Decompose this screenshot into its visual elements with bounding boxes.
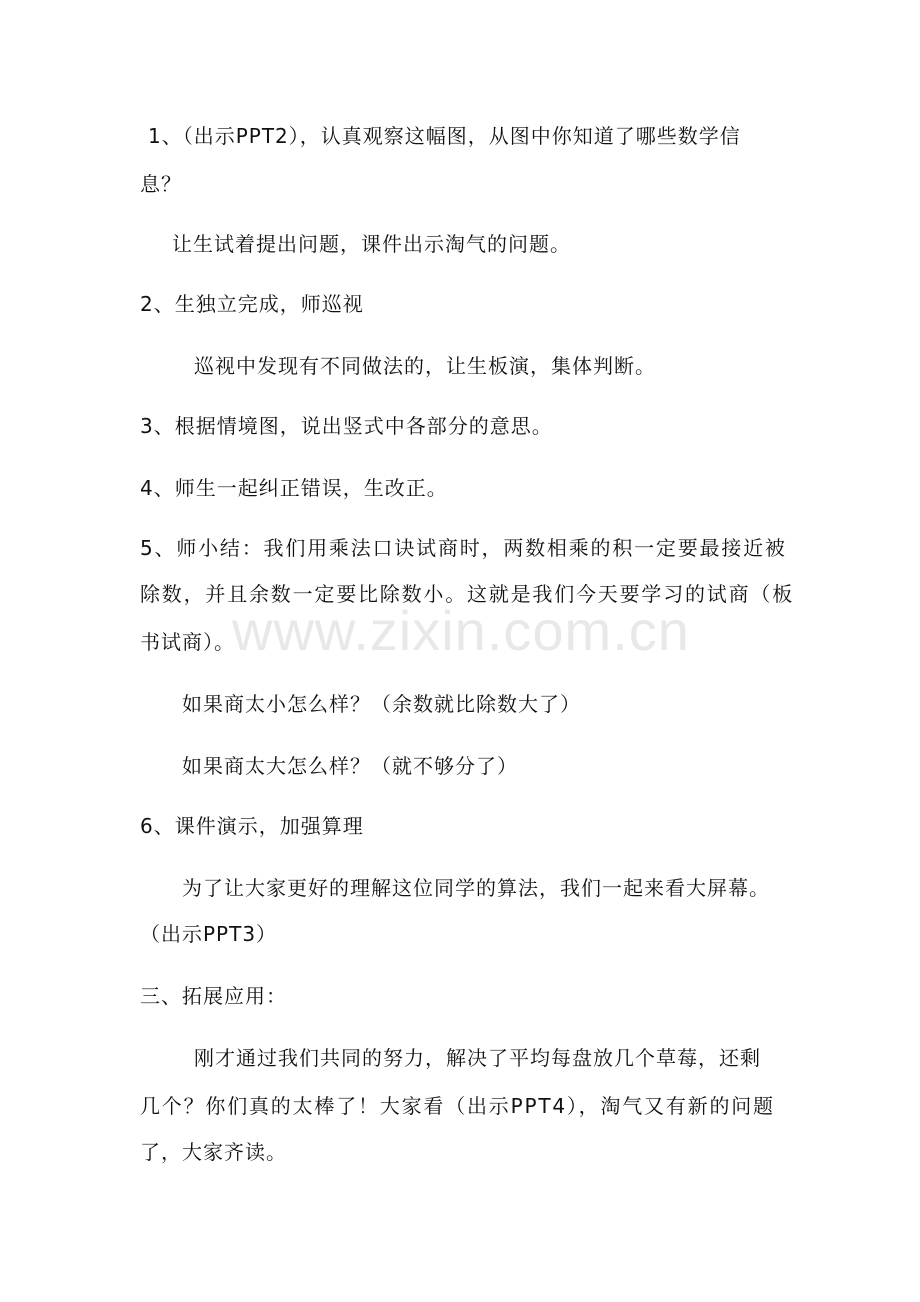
text-line: 为了让大家更好的理解这位同学的算法，我们一起来看大屏幕。 (182, 876, 770, 900)
text-line: 息？ (140, 172, 182, 196)
text-line: 几个？你们真的太棒了！大家看（出示PPT4），淘气又有新的问题 (140, 1094, 775, 1118)
text-line: 5、师小结：我们用乘法口诀试商时，两数相乘的积一定要最接近被 (140, 536, 787, 560)
watermark: www.zixin.com.cn (232, 599, 690, 662)
text-line: 书试商）。 (140, 630, 235, 654)
text-line: 三、拓展应用： (140, 984, 287, 1008)
text-line: 如果商太大怎么样？（就不够分了） (182, 754, 518, 778)
text-line: 除数，并且余数一定要比除数小。这就是我们今天要学习的试商（板 (140, 582, 794, 606)
text-line: 6、课件演示，加强算理 (140, 814, 364, 838)
text-line: 4、师生一起纠正错误，生改正。 (140, 476, 448, 500)
text-line: 了，大家齐读。 (140, 1140, 287, 1164)
text-line: 1、（出示PPT2），认真观察这幅图，从图中你知道了哪些数学信 (148, 124, 741, 148)
text-line: （出示PPT3） (140, 922, 278, 946)
text-line: 刚才通过我们共同的努力，解决了平均每盘放几个草莓，还剩 (194, 1046, 761, 1070)
text-line: 2、生独立完成，师巡视 (140, 292, 364, 316)
text-line: 巡视中发现有不同做法的，让生板演，集体判断。 (194, 354, 656, 378)
text-line: 3、根据情境图，说出竖式中各部分的意思。 (140, 414, 553, 438)
text-line: 让生试着提出问题，课件出示淘气的问题。 (172, 232, 571, 256)
text-line: 如果商太小怎么样？（余数就比除数大了） (182, 692, 581, 716)
